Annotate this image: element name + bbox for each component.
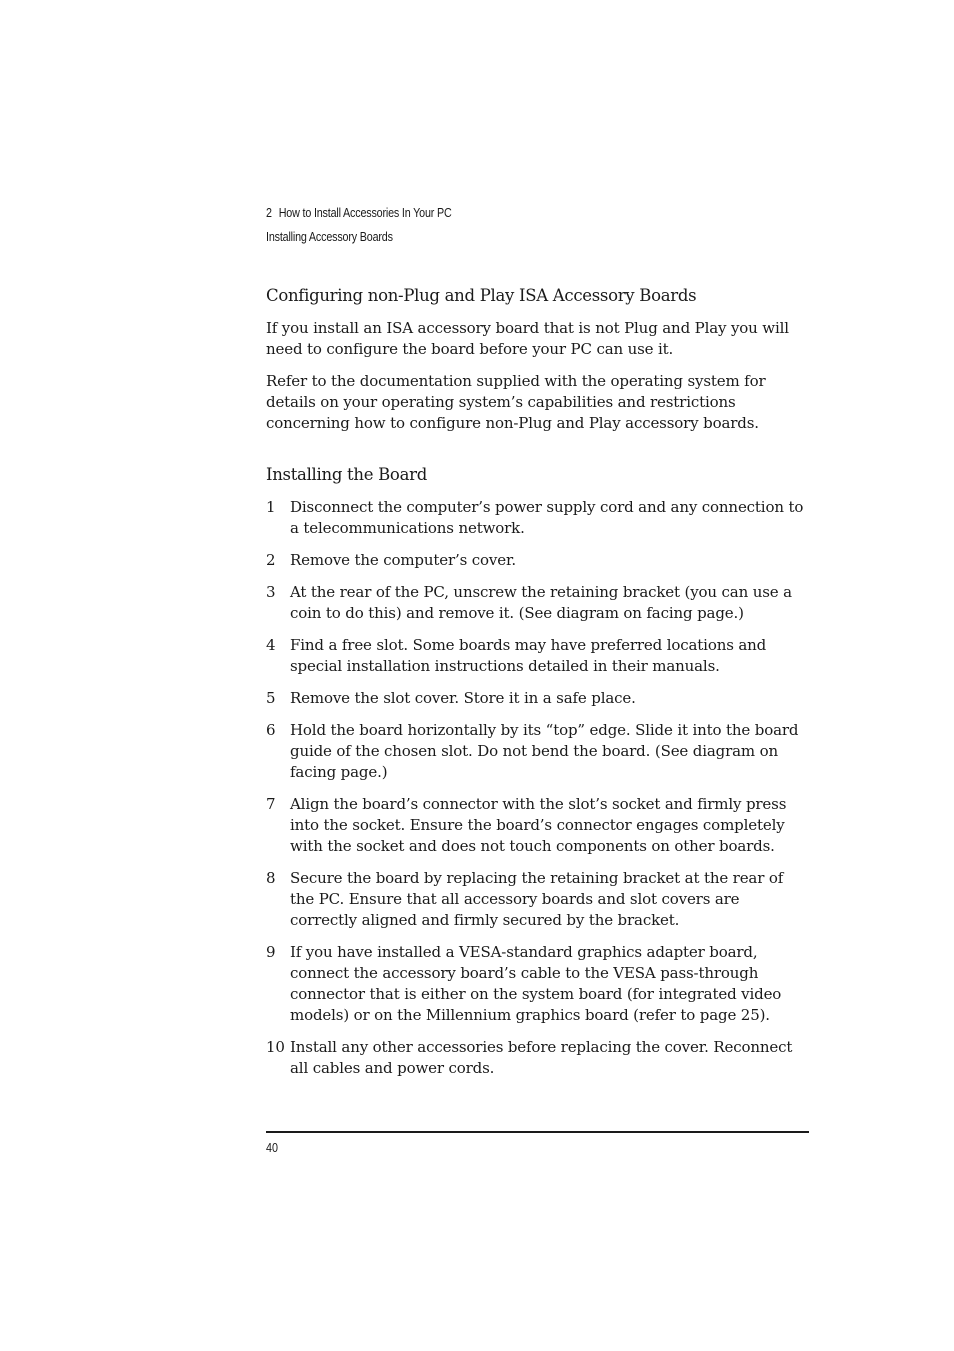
manual-page — [266, 0, 809, 1351]
step-number: 4 — [266, 636, 276, 654]
step-text: Find a free slot. Some boards may have preferred locations and special installation instructions detailed in their manuals. — [290, 636, 767, 675]
step-number: 6 — [266, 721, 276, 739]
heading-installing-board: Installing the Board — [266, 465, 427, 484]
step-number: 8 — [266, 869, 276, 887]
step-number: 1 — [266, 498, 276, 516]
list-item — [266, 942, 809, 1026]
step-number: 10 — [266, 1038, 285, 1056]
list-item — [266, 688, 809, 709]
list-item — [266, 582, 809, 624]
step-text: Align the board’s connector with the slot’s socket and firmly press into the socket. Ensure the board’s connector engages completely with the socket and does not touch components on other boards. — [290, 795, 787, 855]
step-number: 2 — [266, 551, 276, 569]
page-number: 40 — [266, 1141, 278, 1155]
list-item — [266, 720, 809, 783]
step-text: Disconnect the computer’s power supply cord and any connection to a telecommunications network. — [290, 498, 804, 537]
installation-steps-list — [266, 497, 809, 1090]
list-item — [266, 794, 809, 857]
step-number: 7 — [266, 795, 276, 813]
chapter-number: 2 — [266, 206, 272, 220]
step-text: Remove the computer’s cover. — [290, 551, 516, 569]
step-text: Secure the board by replacing the retaining bracket at the rear of the PC. Ensure that all accessory boards and slot covers are correctly aligned and firmly secured by the bracket. — [290, 869, 784, 929]
list-item — [266, 868, 809, 931]
step-text: Hold the board horizontally by its “top” edge. Slide it into the board guide of the chosen slot. Do not bend the board. (See diagram on facing page.) — [290, 721, 799, 781]
list-item — [266, 635, 809, 677]
list-item — [266, 497, 809, 539]
footer-divider — [266, 1131, 809, 1133]
step-text: If you have installed a VESA-standard graphics adapter board, connect the accessory board’s cable to the VESA pass-through connector that is either on the system board (for integrated video models) or on the Millennium graphics board (refer to page 25). — [290, 943, 782, 1024]
step-number: 3 — [266, 583, 276, 601]
step-text: Install any other accessories before replacing the cover. Reconnect all cables and power cords. — [290, 1038, 793, 1077]
chapter-title: How to Install Accessories In Your PC — [278, 206, 452, 220]
step-text: At the rear of the PC, unscrew the retaining bracket (you can use a coin to do this) and remove it. (See diagram on facing page.) — [290, 583, 792, 622]
section-title: Installing Accessory Boards — [266, 230, 393, 244]
step-number: 9 — [266, 943, 276, 961]
step-number: 5 — [266, 689, 276, 707]
paragraph: If you install an ISA accessory board that is not Plug and Play you will need to configure the board before your PC can use it. — [266, 319, 789, 358]
list-item — [266, 550, 809, 571]
step-text: Remove the slot cover. Store it in a safe place. — [290, 689, 636, 707]
paragraph: Refer to the documentation supplied with the operating system for details on your operating system’s capabilities and restrictions concerning how to configure non-Plug and Play accessory boards. — [266, 372, 766, 432]
heading-configuring-boards: Configuring non-Plug and Play ISA Accessory Boards — [266, 286, 697, 305]
list-item — [266, 1037, 809, 1079]
running-header — [266, 206, 452, 220]
